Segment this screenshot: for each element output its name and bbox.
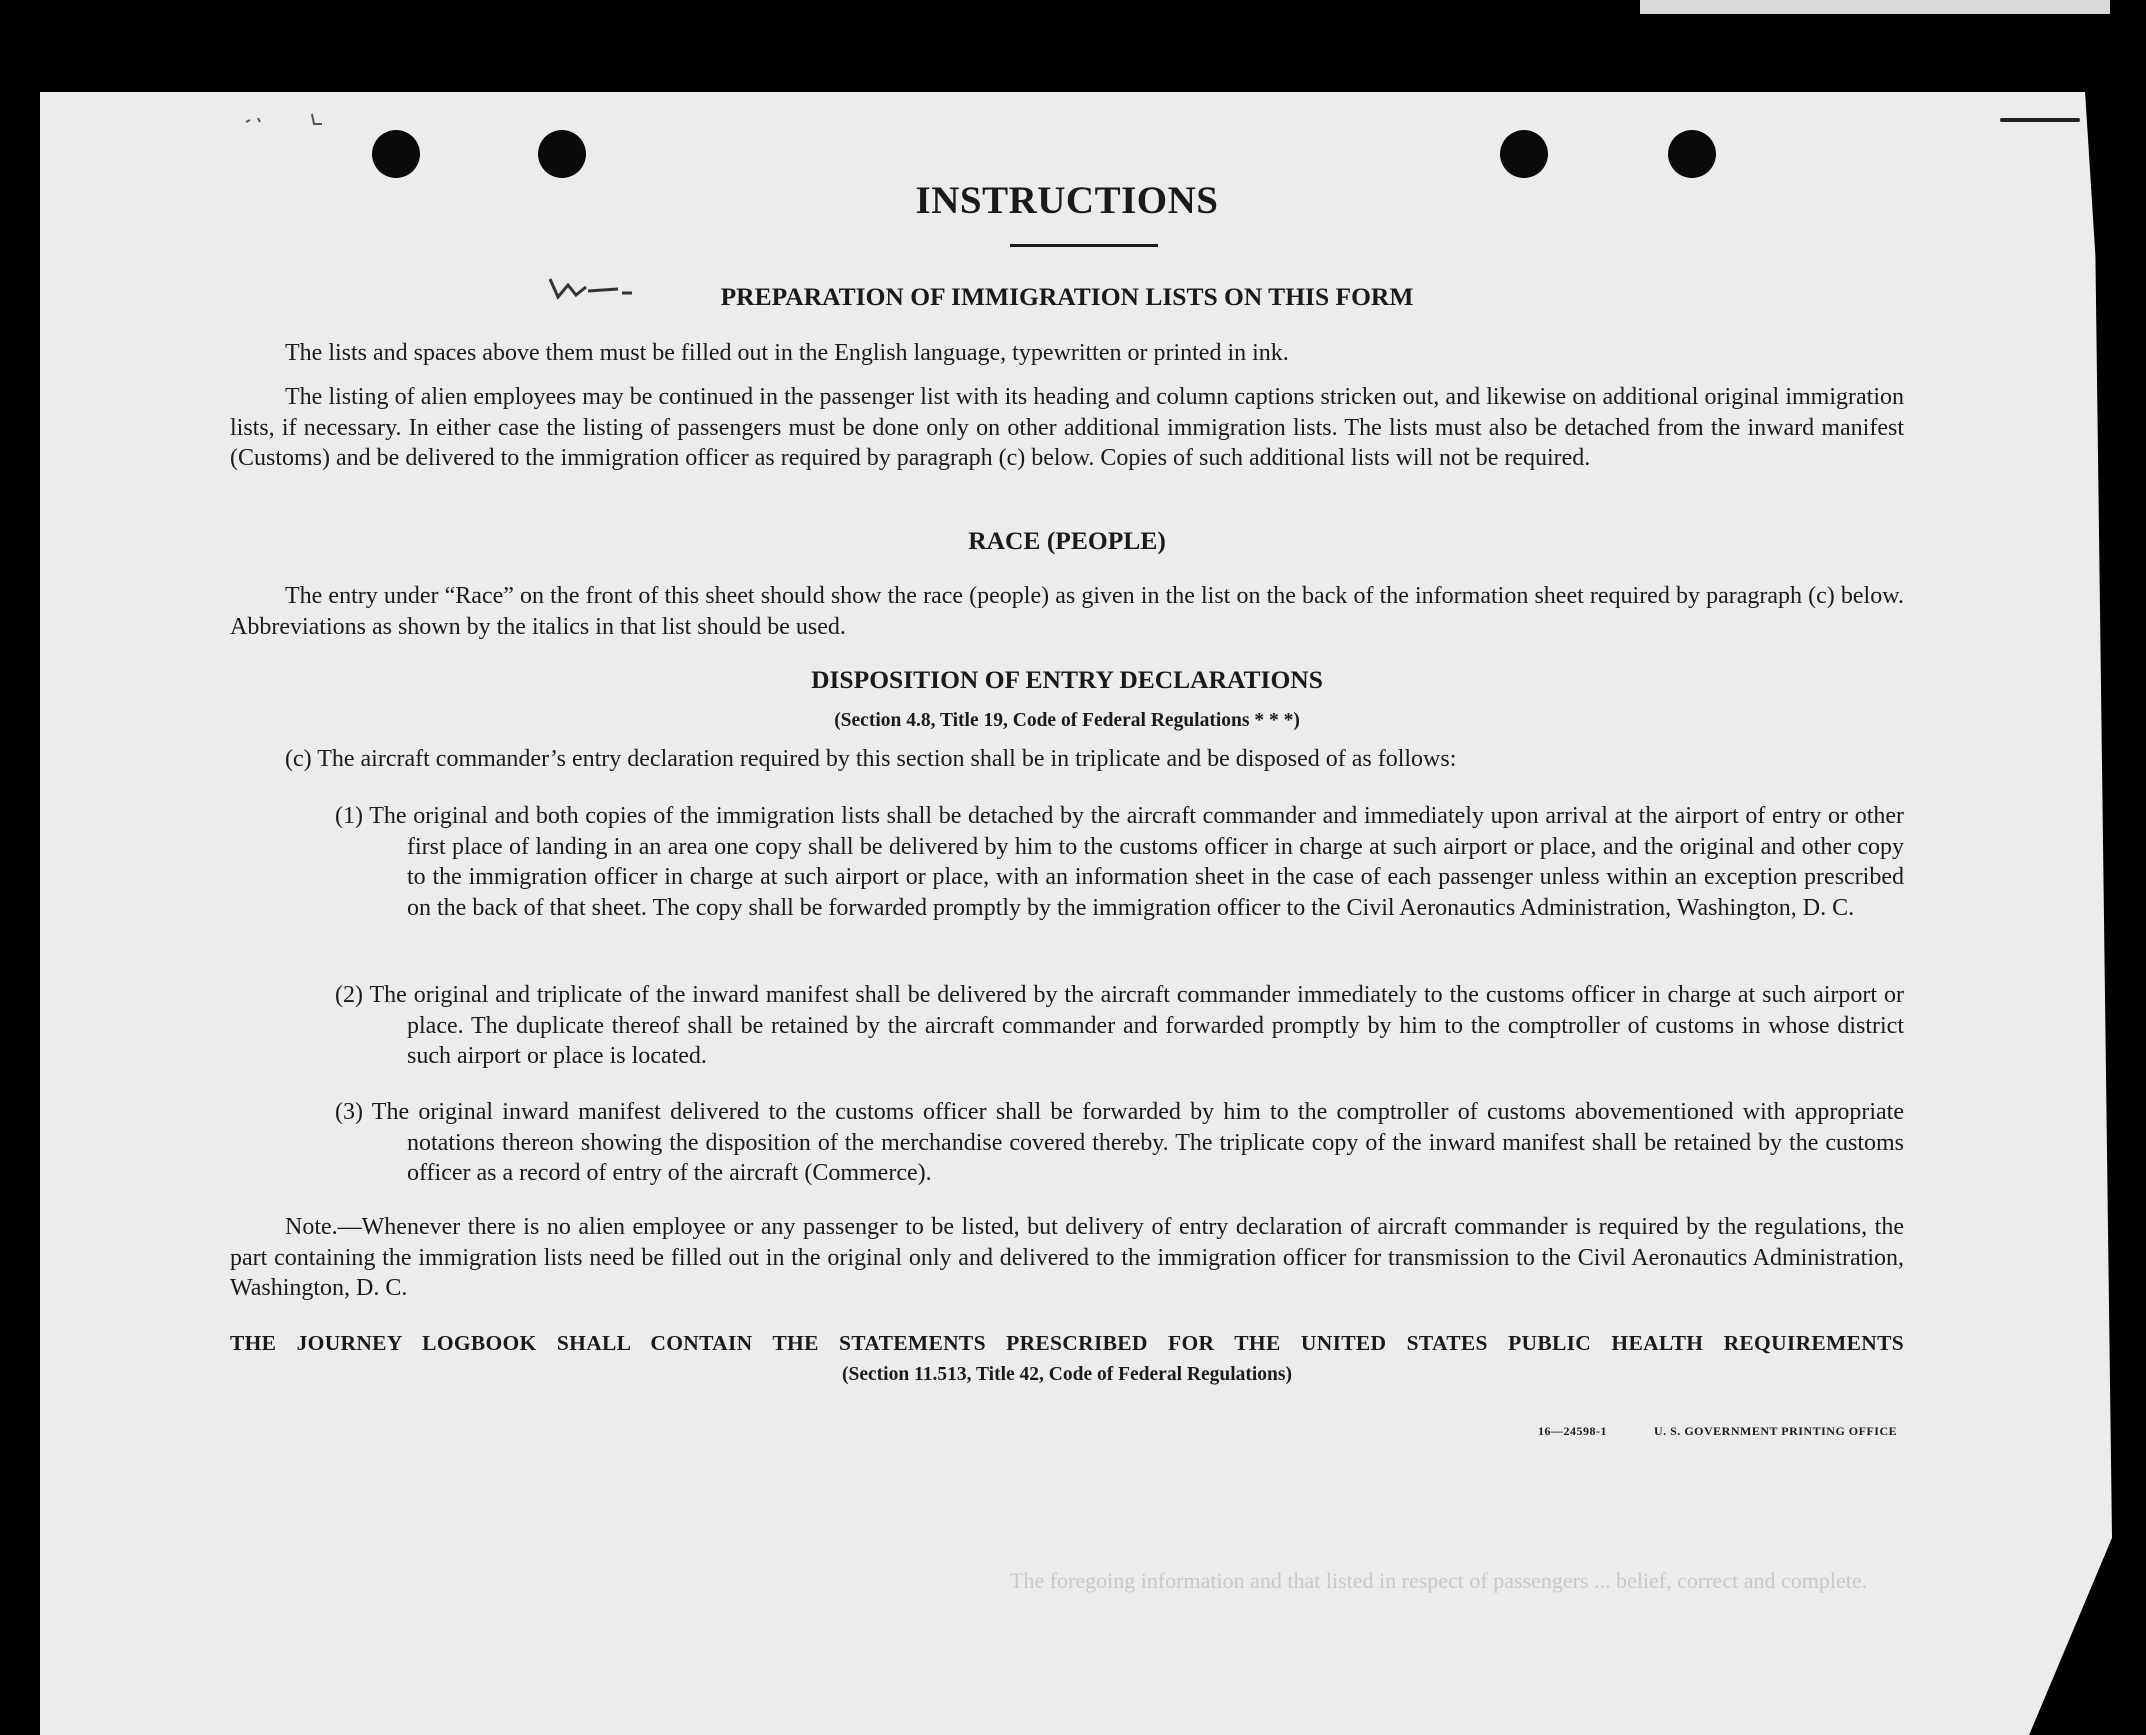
form-number: 16—24598-1 bbox=[1538, 1424, 1607, 1438]
punch-hole bbox=[1500, 130, 1548, 178]
punch-hole bbox=[1668, 130, 1716, 178]
printer-imprint: U. S. GOVERNMENT PRINTING OFFICE bbox=[1654, 1424, 1898, 1438]
corner-pencil-mark bbox=[244, 110, 334, 130]
disposition-item-3: (3) The original inward manifest delivered to the customs officer shall be forwarded by him to the comptroller of customs abovementioned with appropriate notations thereon showing the disposition of the merchandise covered thereby. The triplicate copy of the inward manifest shall be retained by the customs officer as a record of entry of the aircraft (Commerce). bbox=[335, 1099, 1904, 1186]
punch-hole bbox=[538, 130, 586, 178]
race-heading: RACE (PEOPLE) bbox=[968, 526, 1166, 555]
note-paragraph: Note.—Whenever there is no alien employee or any passenger to be listed, but delivery of entry declaration of aircraft commander is required by the regulations, the part containing the immigration lists need be filled out in the original only and delivered to the immigration officer for transmission to the Civil Aeronautics Administration, Washington, D. C. bbox=[230, 1214, 1904, 1301]
preparation-paragraph-1: The lists and spaces above them must be filled out in the English language, typewritten or printed in ink. bbox=[285, 340, 1289, 366]
disposition-paragraph-c: (c) The aircraft commander’s entry declaration required by this section shall be in triplicate and be disposed of as follows: bbox=[285, 746, 1457, 772]
edge-pen-mark bbox=[2000, 118, 2080, 122]
race-paragraph: The entry under “Race” on the front of this sheet should show the race (people) as given in the list on the back of the information sheet required by paragraph (c) below. Abbreviations as shown by the italics in that list should be used. bbox=[230, 583, 1904, 640]
title-underline bbox=[1010, 244, 1158, 247]
page-title: INSTRUCTIONS bbox=[915, 179, 1219, 222]
underlying-sheet-edge bbox=[1640, 0, 2110, 14]
preparation-paragraph-2: The listing of alien employees may be continued in the passenger list with its heading and column captions stricken out, and likewise on additional original immigration lists, if necessary. In either case the listing of passengers must be done only on other additional immigration lists. The lists must also be detached from the inward manifest (Customs) and be delivered to the immigration officer as required by paragraph (c) below. Copies of such additional lists will not be required. bbox=[230, 384, 1904, 471]
bleed-through-text: The foregoing information and that listed in respect of passengers ... belief, correct and complete. bbox=[1010, 1568, 1868, 1593]
disposition-citation: (Section 4.8, Title 19, Code of Federal Regulations * * *) bbox=[834, 710, 1300, 731]
disposition-item-1: (1) The original and both copies of the immigration lists shall be detached by the aircraft commander and immediately upon arrival at the airport of entry or other first place of landing in an area one copy shall be delivered by him to the customs officer in charge at such airport or place, and the original and other copy to the immigration officer in charge at such airport or place, with an information sheet in the case of each passenger unless within an exception prescribed on the back of that sheet. The copy shall be forwarded promptly by the immigration officer to the Civil Aeronautics Administration, Washington, D. C. bbox=[335, 803, 1904, 921]
punch-hole bbox=[372, 130, 420, 178]
preparation-heading: PREPARATION OF IMMIGRATION LISTS ON THIS FORM bbox=[720, 282, 1414, 311]
journey-logbook-statement: THE JOURNEY LOGBOOK SHALL CONTAIN THE STATEMENTS PRESCRIBED FOR THE UNITED STATES PUBLIC HEALTH REQUIREMENTS bbox=[230, 1331, 1904, 1355]
disposition-heading: DISPOSITION OF ENTRY DECLARATIONS bbox=[811, 665, 1323, 694]
journey-logbook-citation: (Section 11.513, Title 42, Code of Federal Regulations) bbox=[842, 1364, 1292, 1385]
disposition-item-2: (2) The original and triplicate of the inward manifest shall be delivered by the aircraft commander immediately to the customs officer in charge at such airport or place. The duplicate thereof shall be retained by the aircraft commander and forwarded promptly by him to the comptroller of customs in whose district such airport or place is located. bbox=[335, 982, 1904, 1069]
